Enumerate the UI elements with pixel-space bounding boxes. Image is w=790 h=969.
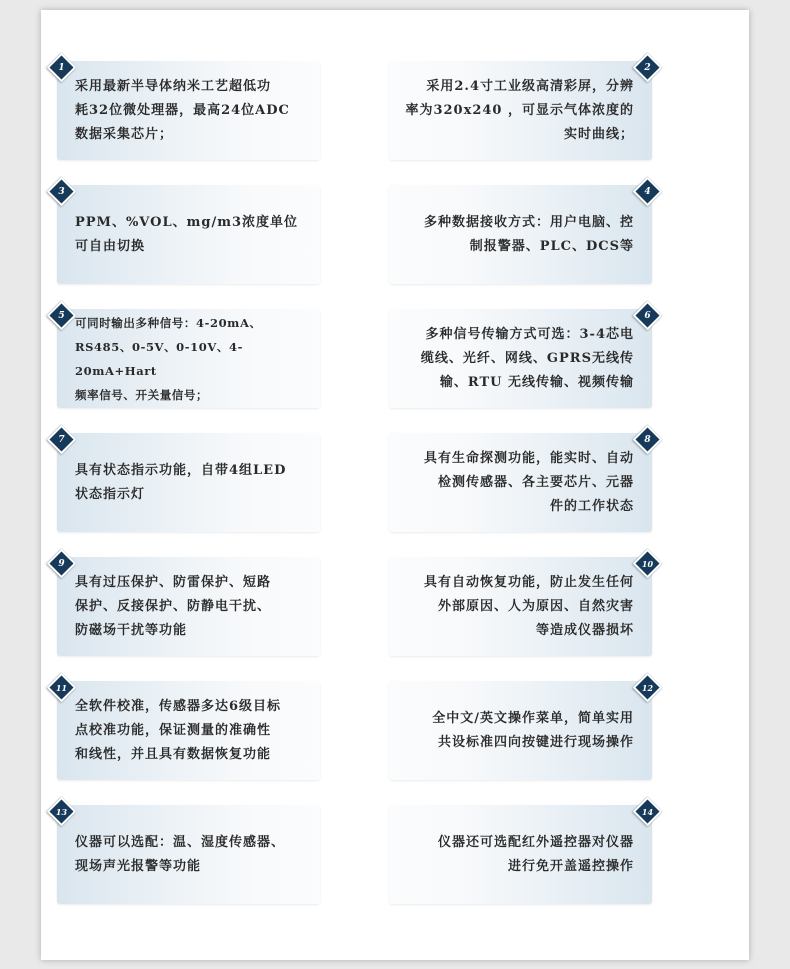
feature-text-line: 仪器可以选配：温、湿度传感器、 bbox=[75, 834, 286, 850]
feature-card-6 bbox=[389, 309, 652, 408]
feature-number: 12 bbox=[641, 682, 654, 693]
feature-text-line: 耗32位微处理器，最高24位ADC bbox=[75, 102, 290, 118]
feature-text-line: RS485、0-5V、0-10V、4-20mA+Hart bbox=[75, 339, 243, 378]
feature-card-5 bbox=[57, 309, 320, 408]
feature-number: 2 bbox=[644, 62, 651, 73]
feature-number: 3 bbox=[58, 186, 65, 197]
feature-description bbox=[421, 323, 634, 395]
feature-number: 11 bbox=[55, 682, 68, 693]
feature-description bbox=[424, 447, 634, 519]
feature-number: 6 bbox=[644, 310, 651, 321]
feature-number: 7 bbox=[58, 434, 65, 445]
feature-number: 10 bbox=[641, 558, 654, 569]
feature-text-line: 状态指示灯 bbox=[75, 486, 146, 502]
feature-text-line: 共设标准四向按键进行现场操作 bbox=[437, 734, 634, 750]
feature-number: 13 bbox=[55, 806, 68, 817]
feature-card-8 bbox=[389, 433, 652, 532]
feature-description bbox=[75, 571, 271, 643]
feature-text-line: 等造成仪器损坏 bbox=[535, 622, 634, 638]
feature-text-line: 具有自动恢复功能，防止发生任何 bbox=[423, 574, 634, 590]
feature-text-line: 多种数据接收方式：用户电脑、控 bbox=[423, 214, 634, 230]
feature-number: 5 bbox=[58, 310, 65, 321]
feature-text-line: 多种信号传输方式可选：3-4芯电 bbox=[425, 326, 634, 342]
feature-text-line: 可同时输出多种信号：4-20mA、 bbox=[75, 315, 262, 330]
feature-text-line: 数据采集芯片； bbox=[75, 126, 174, 142]
feature-description bbox=[75, 75, 290, 147]
feature-text-line: 全软件校准，传感器多达6级目标 bbox=[75, 698, 282, 714]
feature-card-7 bbox=[57, 433, 320, 532]
feature-text-line: 和线性，并且具有数据恢复功能 bbox=[75, 746, 272, 762]
feature-text-line: 实时曲线； bbox=[563, 126, 634, 142]
feature-text-line: 进行免开盖遥控操作 bbox=[507, 858, 634, 874]
feature-description bbox=[424, 211, 634, 259]
feature-card-9 bbox=[57, 557, 320, 656]
feature-text-line: 仪器还可选配红外遥控器对仪器 bbox=[437, 834, 634, 850]
feature-card-3 bbox=[57, 185, 320, 284]
feature-number: 9 bbox=[58, 558, 65, 569]
feature-text-line: PPM、%VOL、mg/m3浓度单位 bbox=[75, 214, 299, 230]
feature-description bbox=[75, 211, 298, 259]
feature-description bbox=[75, 831, 285, 879]
feature-number: 4 bbox=[644, 186, 651, 197]
feature-text-line: 防磁场干扰等功能 bbox=[75, 622, 188, 638]
feature-card-1 bbox=[57, 61, 320, 160]
feature-card-10 bbox=[389, 557, 652, 656]
feature-text-line: 外部原因、人为原因、自然灾害 bbox=[437, 598, 634, 614]
feature-text-line: 具有过压保护、防雷保护、短路 bbox=[75, 574, 272, 590]
feature-card-14 bbox=[389, 805, 652, 904]
feature-text-line: 具有生命探测功能，能实时、自动 bbox=[423, 450, 634, 466]
feature-text-line: 缆线、光纤、网线、GPRS无线传 bbox=[420, 350, 634, 366]
feature-description bbox=[424, 571, 634, 643]
feature-description bbox=[75, 695, 281, 767]
feature-description bbox=[438, 831, 634, 879]
feature-text-line: 件的工作状态 bbox=[549, 498, 634, 514]
feature-description bbox=[75, 459, 286, 507]
feature-card-13 bbox=[57, 805, 320, 904]
feature-card-11 bbox=[57, 681, 320, 780]
feature-text-line: 频率信号、开关量信号； bbox=[75, 387, 209, 402]
feature-text-line: 采用2.4寸工业级高清彩屏，分辨 bbox=[426, 78, 634, 94]
feature-text-line: 现场声光报警等功能 bbox=[75, 858, 202, 874]
feature-text-line: 率为320x240 ，可显示气体浓度的 bbox=[405, 102, 634, 118]
feature-number: 8 bbox=[644, 434, 651, 445]
feature-text-line: 保护、反接保护、防静电干扰、 bbox=[75, 598, 272, 614]
feature-text-line: 采用最新半导体纳米工艺超低功 bbox=[75, 78, 272, 94]
feature-description bbox=[432, 707, 634, 755]
feature-description bbox=[75, 311, 310, 407]
feature-text-line: 全中文/英文操作菜单，简单实用 bbox=[432, 710, 634, 726]
feature-text-line: 输、RTU 无线传输、视频传输 bbox=[439, 374, 634, 390]
feature-card-2 bbox=[389, 61, 652, 160]
feature-number: 14 bbox=[641, 806, 654, 817]
feature-number: 1 bbox=[58, 62, 65, 73]
feature-text-line: 制报警器、PLC、DCS等 bbox=[469, 238, 634, 254]
feature-text-line: 具有状态指示功能，自带4组LED bbox=[75, 462, 287, 478]
feature-text-line: 点校准功能，保证测量的准确性 bbox=[75, 722, 272, 738]
feature-description bbox=[405, 75, 634, 147]
feature-text-line: 检测传感器、各主要芯片、元器 bbox=[437, 474, 634, 490]
feature-text-line: 可自由切换 bbox=[75, 238, 146, 254]
feature-card-12 bbox=[389, 681, 652, 780]
feature-card-4 bbox=[389, 185, 652, 284]
